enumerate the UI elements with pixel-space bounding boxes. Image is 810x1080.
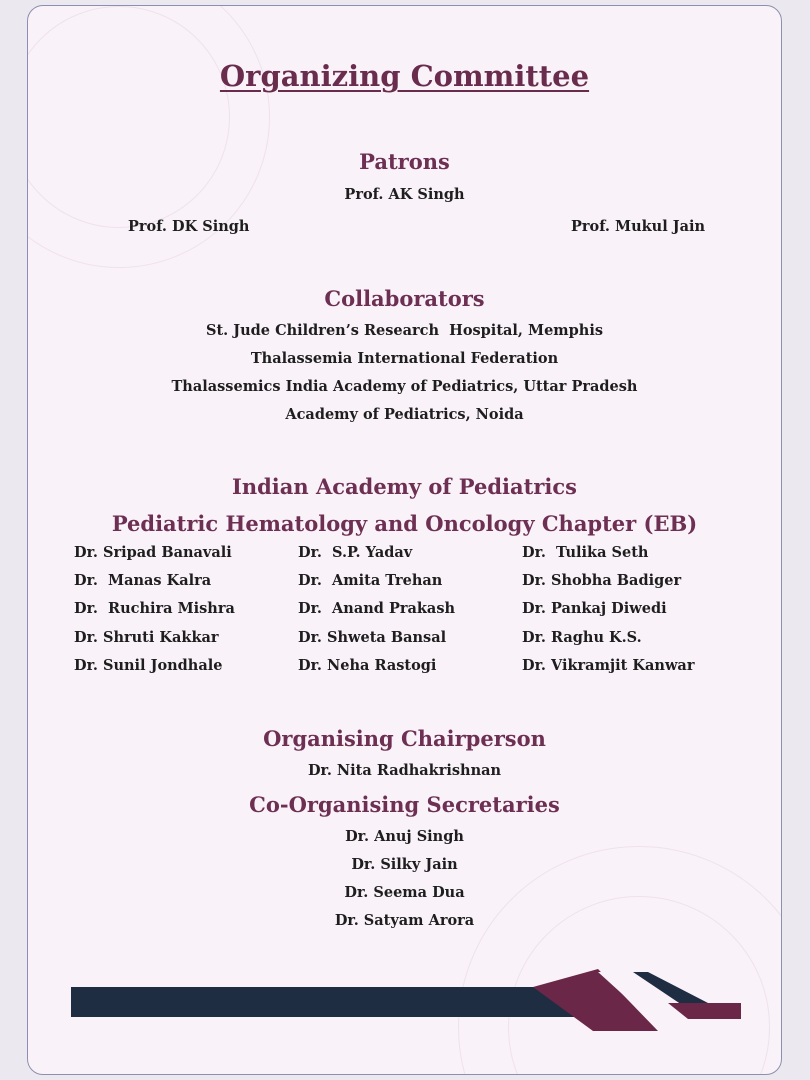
iap-heading: Indian Academy of Pediatrics [232, 474, 577, 499]
collaborator-item: Thalassemia International Federation [250, 350, 559, 367]
secretary-name: Dr. Anuj Singh [345, 828, 464, 845]
collaborator-item: St. Jude Children’s Research Hospital, Memphis [205, 322, 603, 339]
patrons-heading: Patrons [359, 149, 450, 174]
page-title: Organizing Committee [219, 59, 590, 93]
collaborators-heading: Collaborators [324, 286, 485, 311]
chapter-heading: Pediatric Hematology and Oncology Chapter (EB) [111, 511, 698, 536]
chairperson-name: Dr. Nita Radhakrishnan [307, 762, 502, 779]
footer-navy-bar [71, 987, 588, 1017]
member-name: Dr. Raghu K.S. [522, 628, 642, 646]
secretary-name: Dr. Satyam Arora [334, 912, 475, 929]
member-name: Dr. Neha Rastogi [298, 656, 437, 674]
secretary-name: Dr. Silky Jain [351, 856, 458, 873]
member-name: Dr. S.P. Yadav [298, 544, 413, 561]
member-name: Dr. Pankaj Diwedi [522, 600, 667, 618]
patron-left: Prof. DK Singh [128, 218, 250, 235]
member-name: Dr. Shruti Kakkar [74, 628, 219, 646]
member-name: Dr. Amita Trehan [298, 572, 443, 590]
patron-right: Prof. Mukul Jain [571, 218, 706, 235]
footer-ribbon [28, 6, 782, 1075]
member-name: Dr. Sripad Banavali [74, 544, 232, 561]
member-name: Dr. Manas Kalra [74, 572, 212, 590]
chairperson-heading: Organising Chairperson [263, 726, 546, 751]
member-name: Dr. Tulika Seth [522, 544, 649, 561]
secretary-name: Dr. Seema Dua [344, 884, 465, 901]
member-name: Dr. Vikramjit Kanwar [522, 656, 695, 674]
member-name: Dr. Shobha Badiger [522, 572, 682, 590]
document-page [27, 5, 782, 1075]
secretaries-heading: Co-Organising Secretaries [249, 792, 560, 817]
collaborator-item: Academy of Pediatrics, Noida [285, 406, 524, 423]
member-name: Dr. Anand Prakash [298, 600, 456, 618]
patron-center: Prof. AK Singh [344, 186, 465, 203]
member-name: Dr. Sunil Jondhale [74, 656, 223, 674]
member-name: Dr. Shweta Bansal [298, 628, 447, 646]
collaborator-item: Thalassemics India Academy of Pediatrics, Uttar Pradesh [171, 378, 638, 395]
member-name: Dr. Ruchira Mishra [74, 600, 235, 618]
